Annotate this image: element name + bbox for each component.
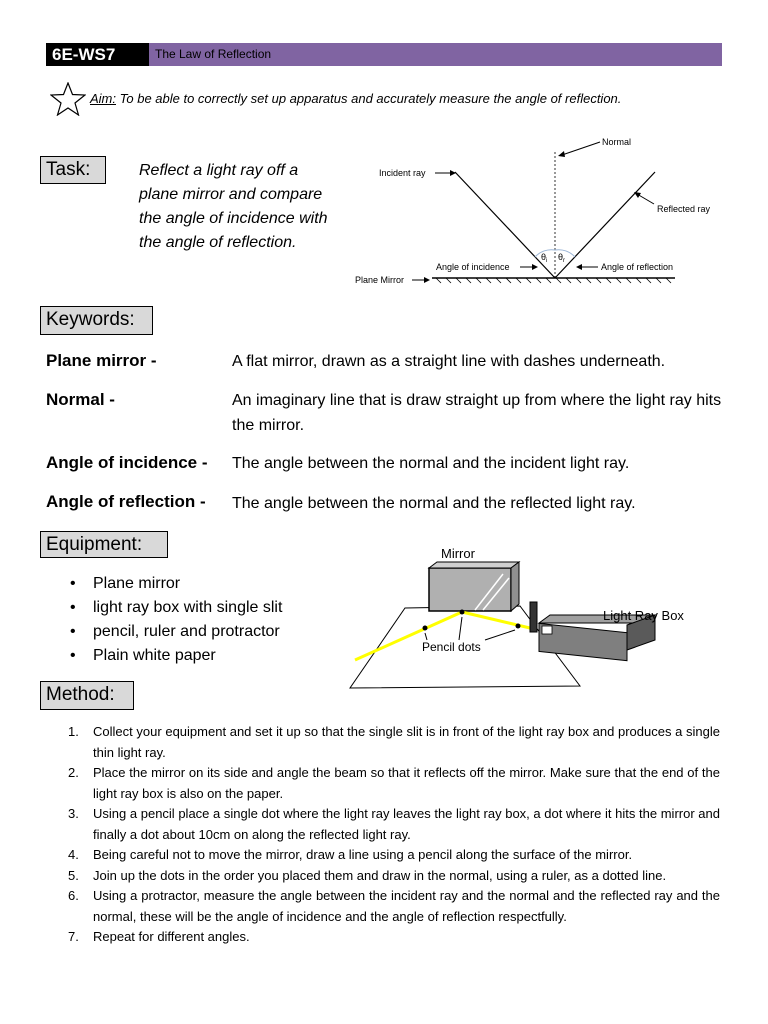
step-text: Collect your equipment and set it up so that the single slit is in front of the light ray box and produces a single thin light ray.	[93, 724, 720, 760]
keywords-heading: Keywords:	[40, 306, 153, 335]
step-number: 4.	[68, 847, 79, 862]
plane-mirror-label: Plane Mirror	[355, 275, 405, 285]
equipment-item: • Plane mirror	[70, 572, 282, 596]
pencil-dot	[516, 624, 521, 629]
keyword-definition: A flat mirror, drawn as a straight line with dashes underneath.	[232, 353, 666, 370]
mirror-label: Mirror	[441, 546, 475, 561]
star-icon	[50, 82, 86, 116]
keyword-definition: The angle between the normal and the reflected light ray.	[232, 495, 636, 512]
keyword-term: Normal -	[46, 390, 115, 409]
task-line: plane mirror and compare	[139, 186, 323, 203]
mirror-top	[429, 562, 519, 568]
keyword-definition: An imaginary line that is draw straight up from where the light ray hits the mirror.	[232, 392, 722, 434]
method-step	[68, 927, 720, 948]
step-number: 2.	[68, 765, 79, 780]
method-steps	[68, 722, 720, 948]
keyword-term: Angle of reflection -	[46, 492, 206, 511]
angle-reflection-label: Angle of reflection	[601, 262, 674, 272]
step-number: 1.	[68, 724, 79, 739]
arrow-head-icon	[424, 277, 430, 283]
reflected-arrow	[637, 194, 654, 204]
normal-arrow	[562, 142, 600, 155]
equipment-item: • pencil, ruler and protractor	[70, 620, 282, 644]
method-step	[68, 845, 720, 866]
reflected-ray-label: Reflected ray	[657, 204, 711, 214]
equipment-item: • light ray box with single slit	[70, 596, 282, 620]
equipment-diagram	[345, 540, 700, 690]
arrow-head-icon	[576, 264, 582, 270]
step-text: Place the mirror on its side and angle the beam so that it reflects off the mirror. Make sure that the end of the light ray box is also on the paper.	[93, 765, 720, 801]
dot-arrow	[459, 617, 462, 640]
step-text: Using a protractor, measure the angle between the incident ray and the normal and the reflected ray and the normal, these will be the angle of incidence and the angle of reflection respectfully.	[93, 888, 720, 924]
task-line: Reflect a light ray off a	[139, 162, 299, 179]
theta-r-subscript: r	[563, 258, 566, 264]
arrow-head-icon	[532, 264, 538, 270]
mirror-side	[511, 562, 519, 611]
pencil-dots-label: Pencil dots	[422, 640, 481, 654]
theta-i-subscript: i	[546, 258, 548, 264]
theta-r-label	[558, 252, 565, 264]
step-text: Join up the dots in the order you placed them and draw in the normal, using a ruler, as a dotted line.	[93, 867, 667, 883]
reflection-diagram	[350, 132, 720, 292]
method-step	[68, 886, 720, 927]
aim-line	[90, 91, 621, 106]
step-number: 7.	[68, 929, 79, 944]
arrow-head-icon	[558, 151, 565, 157]
method-heading: Method:	[40, 681, 134, 710]
step-number: 6.	[68, 888, 79, 903]
step-text: Being careful not to move the mirror, draw a line using a pencil along the surface of the mirror.	[93, 847, 633, 862]
equipment-heading: Equipment:	[40, 531, 168, 558]
light-ray-box-label: Light Ray Box	[603, 608, 684, 623]
pencil-dot	[423, 626, 428, 631]
step-number: 5.	[68, 867, 79, 883]
aim-text: To be able to correctly set up apparatus and accurately measure the angle of reflection.	[119, 91, 622, 106]
incident-ray-label: Incident ray	[379, 168, 426, 178]
theta-r-symbol: θ	[558, 252, 564, 262]
equipment-item: • Plain white paper	[70, 644, 282, 668]
task-heading: Task:	[40, 156, 106, 184]
pencil-dot	[460, 610, 465, 615]
method-step	[68, 804, 720, 845]
keyword-term: Angle of incidence -	[46, 453, 208, 472]
worksheet-code: 6E-WS7	[46, 43, 149, 66]
worksheet-title: The Law of Reflection	[149, 43, 722, 66]
arrow-head-icon	[450, 170, 456, 176]
method-step	[68, 763, 720, 804]
equipment-list	[70, 572, 282, 668]
aim-label: Aim:	[90, 91, 116, 106]
method-step	[68, 722, 720, 763]
single-slit	[530, 602, 537, 632]
keyword-term: Plane mirror -	[46, 351, 157, 370]
keyword-definition: The angle between the normal and the incident light ray.	[232, 455, 630, 472]
theta-i-label	[541, 252, 547, 264]
step-text: Repeat for different angles.	[93, 929, 250, 944]
dot-arrow	[425, 633, 427, 640]
dot-arrow	[485, 630, 515, 640]
task-text	[139, 159, 349, 255]
task-line: the angle of incidence with	[139, 210, 328, 227]
step-number: 3.	[68, 806, 79, 821]
angle-incidence-label: Angle of incidence	[436, 262, 510, 272]
light-ray-box-window	[542, 626, 552, 634]
normal-label: Normal	[602, 137, 632, 147]
task-line: the angle of reflection.	[139, 234, 297, 251]
arrow-head-icon	[634, 192, 641, 198]
method-step	[68, 866, 720, 887]
theta-i-symbol: θ	[541, 252, 547, 262]
step-text: Using a pencil place a single dot where the light ray leaves the light ray box, a dot where it hits the mirror and finally a dot about 10cm on along the reflected light ray.	[93, 806, 720, 842]
